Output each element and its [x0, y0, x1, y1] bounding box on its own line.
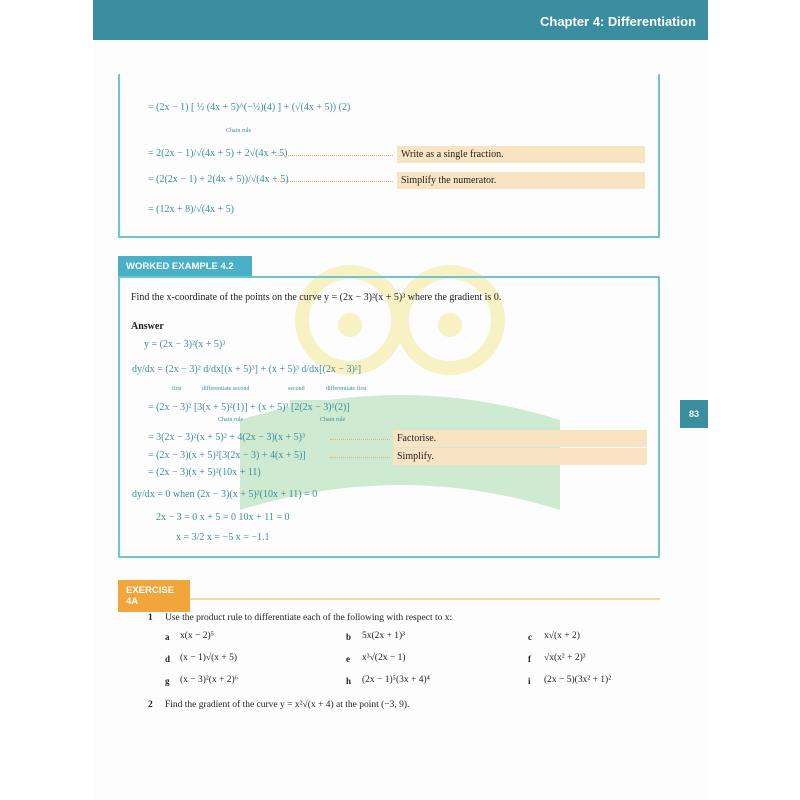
part-label: f — [528, 654, 531, 664]
top-line-3: = (2(2x − 1) + 2(4x + 5))/√(4x + 5) — [148, 174, 289, 185]
part-expr: x(x − 2)⁵ — [180, 631, 214, 641]
dotted-leader — [275, 155, 393, 156]
we-line-8: 2x − 3 = 0 x + 5 = 0 10x + 11 = 0 — [156, 512, 290, 523]
part-label: g — [165, 676, 170, 686]
we-line-2: dy/dx = (2x − 3)² d/dx[(x + 5)³] + (x + 5)³ d/dx[(2x − 3)²] — [132, 364, 362, 375]
question-1-number: 1 — [148, 613, 153, 623]
we-line-3: = (2x − 3)² [3(x + 5)²(1)] + (x + 5)³ [2(2x − 3)¹(2)] — [148, 402, 350, 413]
we-line-9: x = 3/2 x = −5 x = −1.1 — [176, 532, 270, 543]
we-line-4: = 3(2x − 3)²(x + 5)² + 4(2x − 3)(x + 5)³ — [148, 432, 305, 443]
part-expr: (2x − 5)(3x² + 1)² — [544, 675, 612, 685]
dotted-leader — [330, 439, 390, 440]
note-factorise: Factorise. — [393, 430, 647, 447]
chapter-title: Chapter 4: Differentiation — [539, 14, 696, 29]
note-simplify: Simplify. — [393, 448, 647, 465]
part-expr: √x(x² + 2)³ — [544, 653, 586, 663]
we-line-7: dy/dx = 0 when (2x − 3)(x + 5)²(10x + 11) = 0 — [132, 489, 318, 500]
exercise-divider — [190, 598, 660, 600]
worked-example-question: Find the x-coordinate of the points on the curve y = (2x − 3)²(x + 5)³ where the gradient is 0. — [131, 292, 502, 303]
chain-rule-label-1: Chain rule — [218, 417, 244, 423]
worked-example-label: WORKED EXAMPLE 4.2 — [118, 256, 252, 277]
we-line-6: = (2x − 3)(x + 5)²(10x + 11) — [148, 467, 261, 478]
page-number-tab: 83 — [680, 400, 708, 428]
part-expr: x√(x + 2) — [544, 631, 580, 641]
part-label: c — [528, 632, 532, 642]
part-label: h — [346, 676, 352, 686]
top-line-2: = 2(2x − 1)/√(4x + 5) + 2√(4x + 5) — [148, 148, 288, 159]
we-line-5: = (2x − 3)(x + 5)²[3(2x − 3) + 4(x + 5)] — [148, 450, 306, 461]
part-expr: (x − 3)²(x + 2)⁶ — [180, 675, 239, 685]
part-expr: 5x(2x + 1)³ — [362, 631, 406, 641]
under-label-second: second — [288, 386, 305, 392]
part-expr: (2x − 1)⁵(3x + 4)⁴ — [362, 675, 430, 685]
note-simplify-numerator: Simplify the numerator. — [397, 172, 645, 189]
answer-label: Answer — [131, 321, 164, 332]
chain-rule-label-2: Chain rule — [320, 417, 346, 423]
question-1-text: Use the product rule to differentiate each of the following with respect to x: — [165, 613, 453, 623]
question-2-text: Find the gradient of the curve y = x²√(x + 4) at the point (−3, 9). — [165, 700, 410, 710]
top-line-1: = (2x − 1) [ ½ (4x + 5)^(−½)(4) ] + (√(4x + 5)) (2) — [148, 102, 351, 113]
under-label-diff-first: differentiate first — [326, 386, 367, 392]
part-label: d — [165, 654, 171, 664]
exercise-label: EXERCISE 4A — [118, 580, 190, 612]
part-expr: (x − 1)√(x + 5) — [180, 653, 238, 663]
under-label-diff-second: differentiate second — [202, 386, 250, 392]
part-label: b — [346, 632, 352, 642]
chain-rule-label: Chain rule — [226, 128, 252, 134]
part-expr: x³√(2x − 1) — [362, 653, 406, 663]
part-label: a — [165, 632, 170, 642]
we-line-1: y = (2x − 3)²(x + 5)³ — [144, 339, 226, 350]
header-bar — [93, 0, 708, 40]
part-label: e — [346, 654, 350, 664]
part-label: i — [528, 676, 531, 686]
dotted-leader — [275, 181, 393, 182]
dotted-leader — [330, 457, 390, 458]
under-label-first: first — [172, 386, 182, 392]
note-single-fraction: Write as a single fraction. — [397, 146, 645, 163]
question-2-number: 2 — [148, 700, 153, 710]
top-line-4: = (12x + 8)/√(4x + 5) — [148, 204, 235, 215]
